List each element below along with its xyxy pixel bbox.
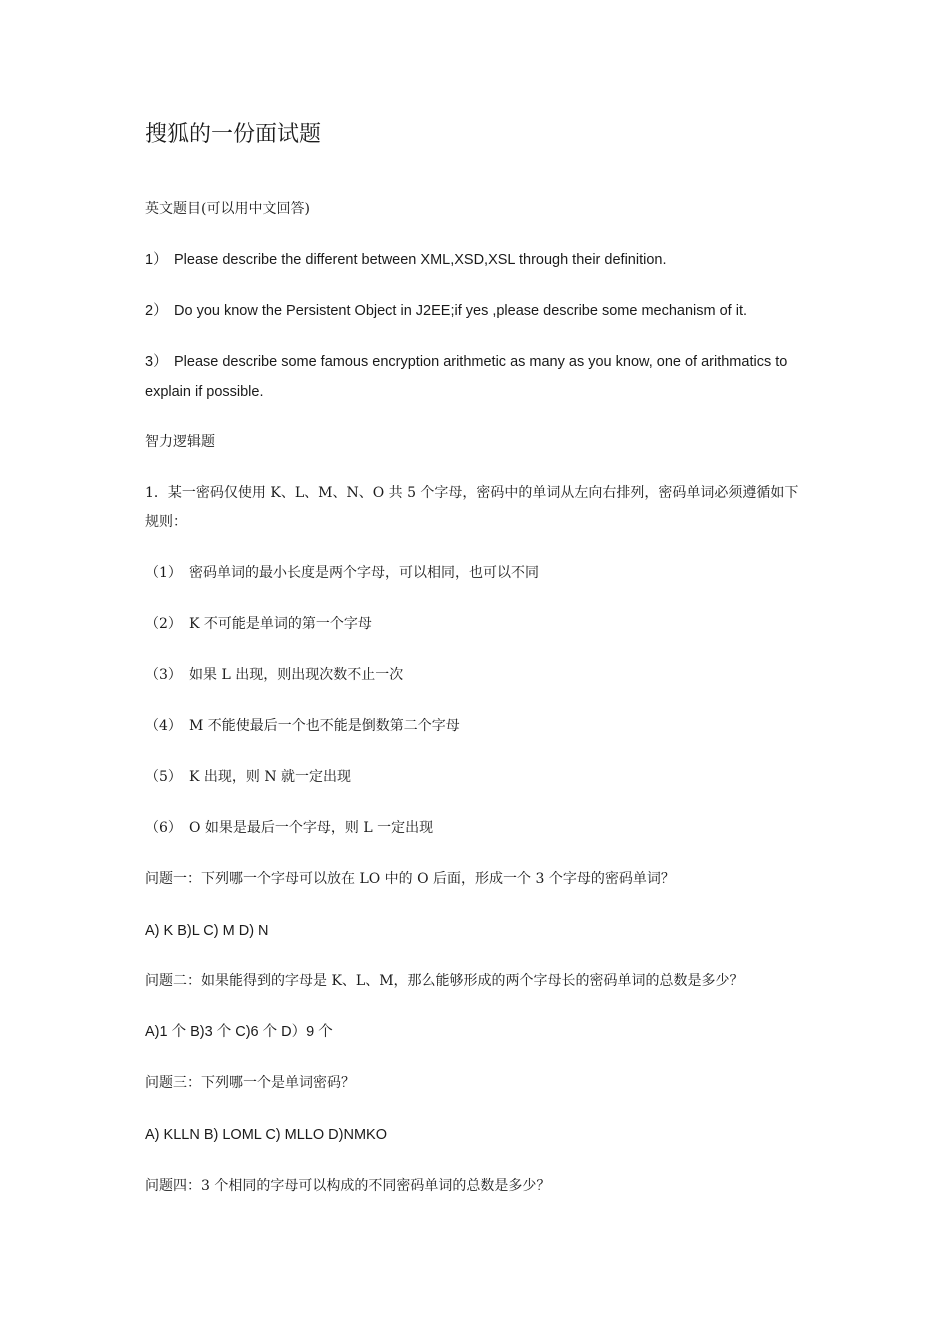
rule-number: （6） <box>145 820 182 836</box>
rule-text: O 如果是最后一个字母，则 L 一定出现 <box>189 820 434 836</box>
rule-item <box>145 819 433 837</box>
question-number: 2） <box>145 303 168 319</box>
rule-item <box>145 615 372 633</box>
question-2-options: A)1 个 B)3 个 C)6 个 D）9 个 <box>145 1024 333 1040</box>
rule-text: K 不可能是单词的第一个字母 <box>189 616 372 632</box>
rule-number: （1） <box>145 565 182 581</box>
rule-number: （4） <box>145 718 182 734</box>
question-1: 问题一：下列哪一个字母可以放在 LO 中的 O 后面，形成一个 3 个字母的密码单词？ <box>145 871 675 887</box>
rule-number: （2） <box>145 616 182 632</box>
rule-item <box>145 768 351 786</box>
section-heading-logic: 智力逻辑题 <box>145 434 215 450</box>
logic-intro-line-1: 1．某一密码仅使用 K、L、M、N、O 共 5 个字母，密码中的单词从左向右排列，密码单词必须遵循如下 <box>145 485 799 501</box>
question-text: Please describe some famous encryption arithmetic as many as you know, one of arithmatics to <box>174 354 788 370</box>
question-number: 1） <box>145 252 168 268</box>
rule-item <box>145 564 539 582</box>
english-question-1 <box>145 251 667 269</box>
rule-text: 密码单词的最小长度是两个字母，可以相同，也可以不同 <box>189 565 539 581</box>
rule-number: （5） <box>145 769 182 785</box>
question-2: 问题二：如果能得到的字母是 K、L、M，那么能够形成的两个字母长的密码单词的总数是多少？ <box>145 973 744 989</box>
rule-item <box>145 717 460 735</box>
english-question-3-continuation: explain if possible. <box>145 384 264 400</box>
question-4: 问题四：3 个相同的字母可以构成的不同密码单词的总数是多少？ <box>145 1178 551 1194</box>
section-heading-english: 英文题目(可以用中文回答) <box>145 201 310 217</box>
rule-text: K 出现，则 N 就一定出现 <box>189 769 352 785</box>
english-question-2 <box>145 302 747 320</box>
rule-number: （3） <box>145 667 182 683</box>
question-text: Please describe the different between XML,XSD,XSL through their definition. <box>174 252 667 268</box>
question-3: 问题三：下列哪一个是单词密码？ <box>145 1075 355 1091</box>
question-3-options: A) KLLN B) LOML C) MLLO D)NMKO <box>145 1127 387 1143</box>
rule-text: 如果 L 出现，则出现次数不止一次 <box>189 667 404 683</box>
question-text: Do you know the Persistent Object in J2EE;if yes ,please describe some mechanism of it. <box>174 303 748 319</box>
page-title: 搜狐的一份面试题 <box>145 122 322 147</box>
logic-intro-line-2: 规则： <box>145 514 187 530</box>
question-number: 3） <box>145 354 168 370</box>
rule-item <box>145 666 403 684</box>
english-question-3 <box>145 353 787 371</box>
rule-text: M 不能使最后一个也不能是倒数第二个字母 <box>189 718 460 734</box>
question-1-options: A) K B)L C) M D) N <box>145 923 269 939</box>
